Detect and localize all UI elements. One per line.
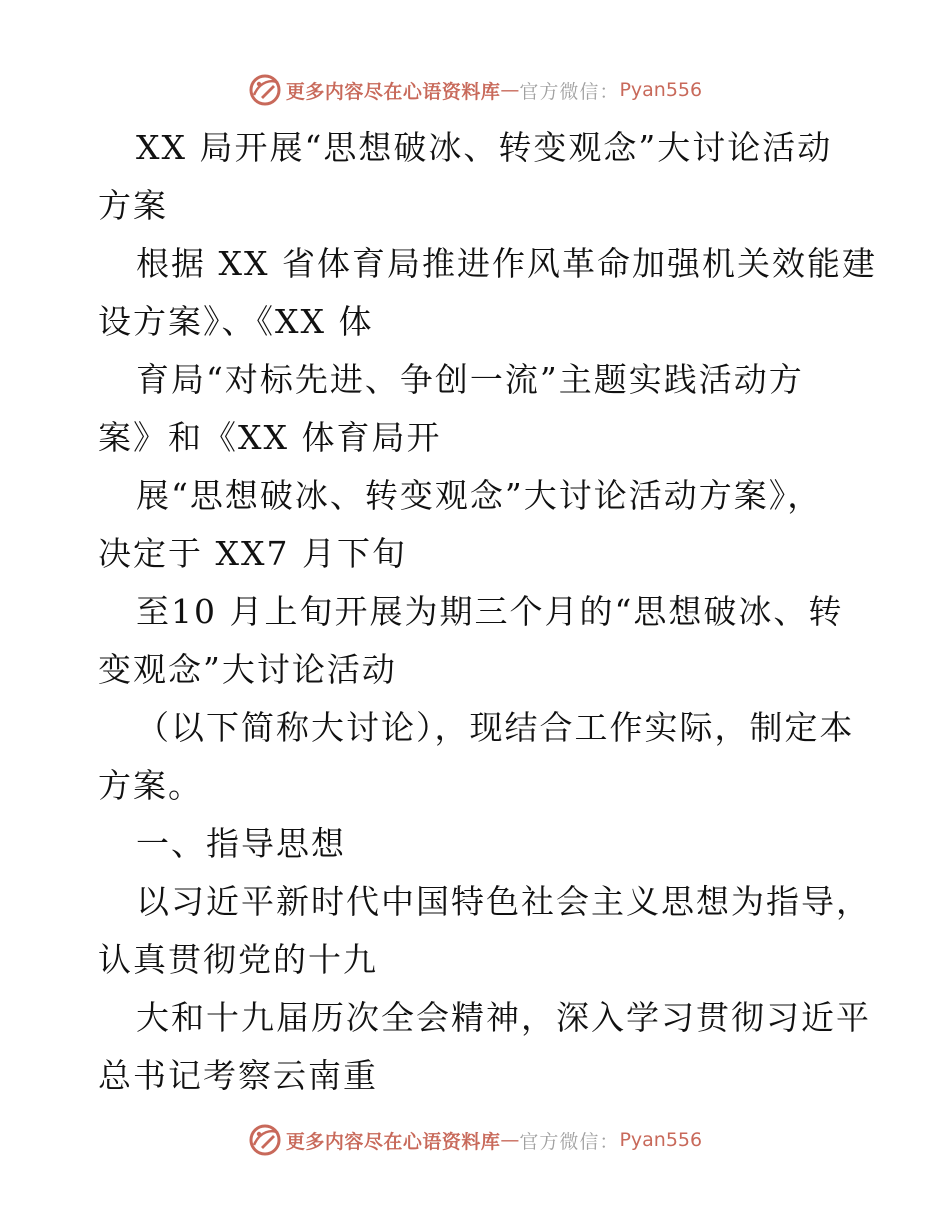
- paragraph-line: 设方案》、《XX 体: [98, 302, 374, 341]
- wechat-id: Pyan556: [619, 79, 703, 101]
- watermark-dash: —: [500, 79, 520, 101]
- document-title-cont: 方案: [98, 186, 168, 225]
- paragraph-line: 认真贯彻党的十九: [98, 940, 378, 979]
- document-body: [98, 119, 877, 1105]
- paragraph-line: 以习近平新时代中国特色社会主义思想为指导，: [136, 882, 871, 921]
- paragraph-line: 育局“对标先进、争创一流”主题实践活动方: [136, 360, 804, 399]
- section-heading: 一、指导思想: [136, 824, 346, 863]
- header-watermark: [0, 72, 950, 108]
- document-title: XX 局开展“思想破冰、转变观念”大讨论活动: [136, 128, 833, 167]
- paragraph-line: 展“思想破冰、转变观念”大讨论活动方案》，: [136, 476, 823, 515]
- paragraph-line: 变观念”大讨论活动: [98, 650, 397, 689]
- brand-logo-icon: [248, 73, 282, 107]
- paragraph-line: 大和十九届历次全会精神，深入学习贯彻习近平: [136, 998, 871, 1037]
- paragraph-line: 决定于 XX7 月下旬: [98, 534, 407, 573]
- paragraph-line: 根据 XX 省体育局推进作风革命加强机关效能建: [136, 244, 877, 283]
- footer-watermark: [0, 1122, 950, 1158]
- paragraph-line: 总书记考察云南重: [98, 1056, 378, 1095]
- brand-logo-icon: [248, 1123, 282, 1157]
- paragraph-line: 方案。: [98, 766, 203, 805]
- wechat-label: 官方微信：: [519, 1130, 620, 1153]
- paragraph-line: 案》和《XX 体育局开: [98, 418, 442, 457]
- wechat-id: Pyan556: [619, 1129, 703, 1151]
- wechat-label: 官方微信：: [519, 80, 620, 103]
- watermark-text: 更多内容尽在心语资料库: [285, 1130, 501, 1153]
- paragraph-line: （以下简称大讨论），现结合工作实际，制定本: [136, 708, 855, 747]
- watermark-dash: —: [500, 1129, 520, 1151]
- watermark-text: 更多内容尽在心语资料库: [285, 80, 501, 103]
- paragraph-line: 至10 月上旬开展为期三个月的“思想破冰、转: [136, 592, 844, 631]
